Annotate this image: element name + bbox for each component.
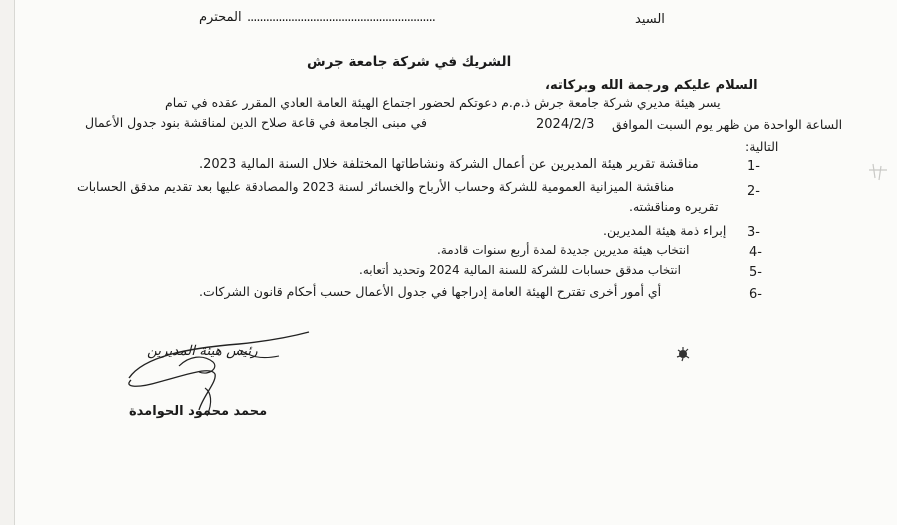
agenda-num-1: 1- bbox=[747, 159, 760, 174]
stamp-mark-icon bbox=[675, 346, 691, 362]
signature-title: رئيس هيئة المديرين bbox=[147, 343, 258, 359]
body-line-2-right: الساعة الواحدة من ظهر يوم السبت الموافق bbox=[612, 117, 843, 132]
greeting: السلام عليكم ورجمة الله وبركاته، bbox=[545, 78, 758, 93]
agenda-item-5: انتخاب مدقق حسابات للشركة للسنة المالية 2024 وتحديد أتعابه. bbox=[359, 263, 681, 277]
addressee: الشريك في شركة جامعة جرش bbox=[307, 54, 512, 70]
agenda-num-5: 5- bbox=[749, 265, 762, 280]
agenda-item-3: إبراء ذمة هيئة المديرين. bbox=[603, 223, 727, 238]
meeting-date: 2024/2/3 bbox=[536, 117, 595, 132]
signatory-name: محمد محمود الحوامدة bbox=[129, 404, 268, 419]
body-line-3: التالية: bbox=[745, 139, 779, 154]
agenda-item-2-cont: تقريره ومناقشته. bbox=[629, 199, 719, 214]
letter-page bbox=[14, 0, 897, 525]
faint-bleed-mark bbox=[867, 152, 891, 192]
agenda-item-2: مناقشة الميزانية العمومية للشركة وحساب الأرباح والخسائر لسنة 2023 والمصادقة عليها بعد تقديم مدقق الحسابات bbox=[77, 179, 675, 194]
agenda-item-4: انتخاب هيئة مديرين جديدة لمدة أربع سنوات قادمة. bbox=[437, 243, 690, 257]
agenda-num-4: 4- bbox=[749, 245, 762, 260]
mr-label: السيد bbox=[635, 12, 665, 27]
name-dots: ............................................................ bbox=[247, 10, 435, 25]
body-line-2-left: في مبنى الجامعة في قاعة صلاح الدين لمناقشة بنود جدول الأعمال bbox=[85, 115, 427, 130]
agenda-item-1: مناقشة تقرير هيئة المديرين عن أعمال الشركة ونشاطاتها المختلفة خلال السنة المالية 2023. bbox=[199, 157, 699, 172]
agenda-num-6: 6- bbox=[749, 287, 762, 302]
agenda-num-2: 2- bbox=[747, 184, 760, 199]
body-line-1: يسر هيئة مديري شركة جامعة جرش ذ.م.م دعوتكم لحضور اجتماع الهيئة العامة العادي المقرر عقده في تمام bbox=[165, 95, 721, 110]
agenda-item-6: أي أمور أخرى تقترح الهيئة العامة إدراجها في جدول الأعمال حسب أحكام قانون الشركات. bbox=[199, 284, 662, 299]
agenda-num-3: 3- bbox=[747, 225, 760, 240]
honorific: المحترم bbox=[199, 10, 242, 25]
